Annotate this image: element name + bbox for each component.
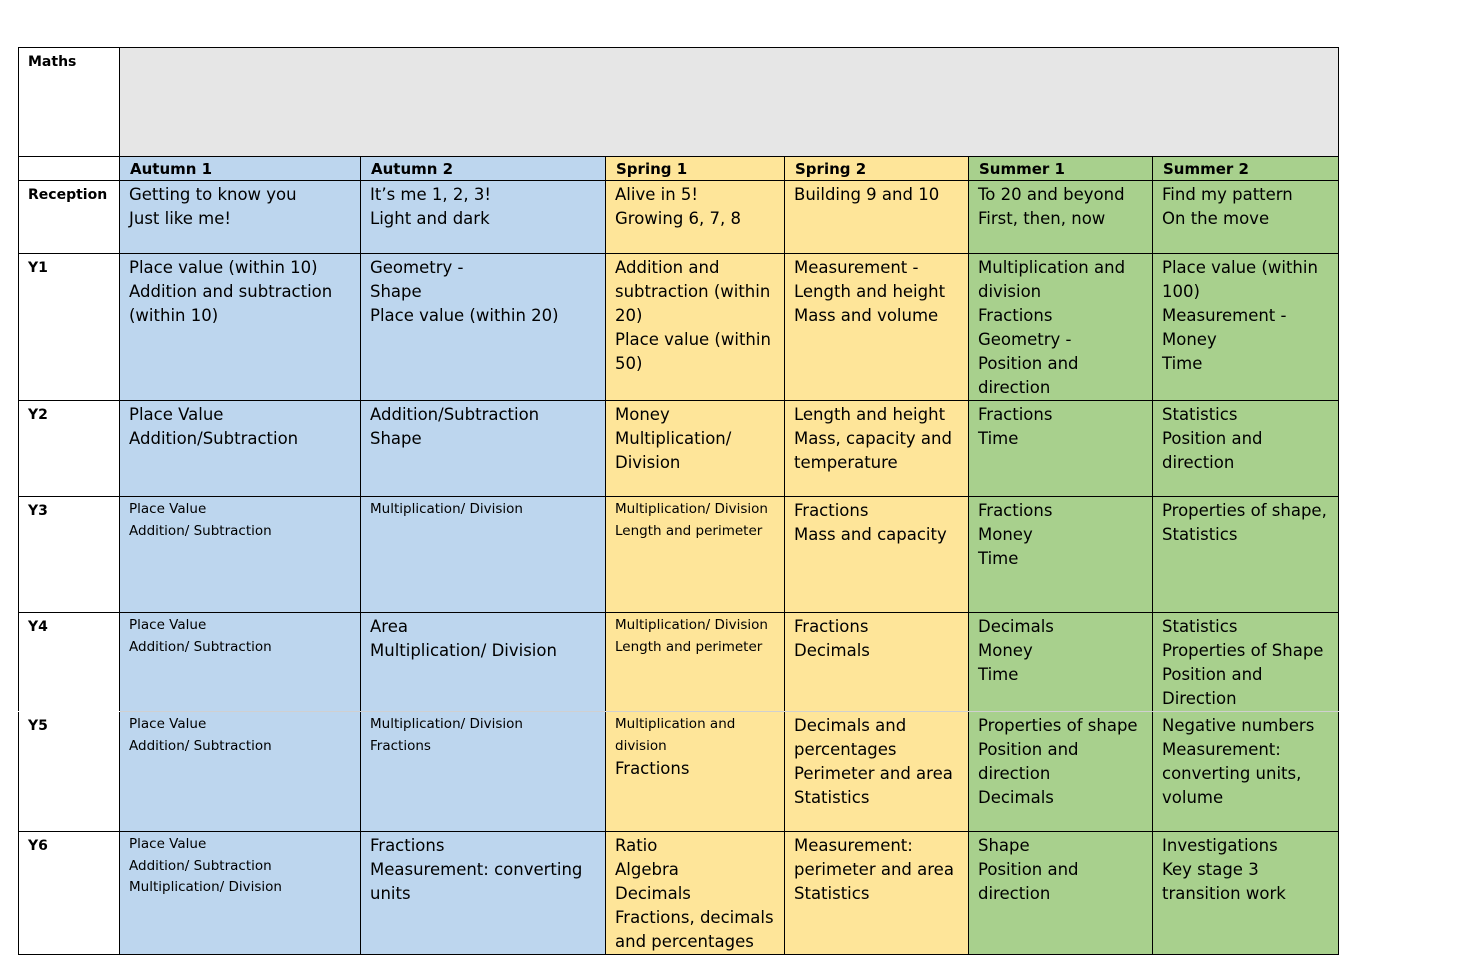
- topic-line: Place Value: [129, 405, 224, 424]
- topic-line: Money: [978, 525, 1033, 544]
- table-row: [19, 712, 1339, 832]
- cell-spring-1: [606, 613, 785, 712]
- title-row: [19, 48, 1339, 157]
- topic-line: Multiplication/ Division: [370, 501, 523, 517]
- topic-line: Properties of shape: [978, 716, 1138, 735]
- topic-line: Fractions: [978, 405, 1053, 424]
- cell-spring-1: [606, 181, 785, 254]
- topic-line: Decimals: [615, 884, 691, 903]
- cell-autumn-1: [120, 401, 361, 497]
- cell-summer-2: [1153, 712, 1339, 832]
- topic-line: Decimals and percentages: [794, 716, 907, 759]
- topic-line: Position and direction: [978, 354, 1079, 397]
- topic-line: To 20 and beyond: [978, 185, 1125, 204]
- topic-line: Place value (within 10): [129, 258, 318, 277]
- topic-line: Addition and subtraction (within 20): [615, 258, 771, 325]
- topic-line: Fractions: [978, 306, 1053, 325]
- year-label: Y4: [19, 613, 120, 712]
- topic-line: Position and direction: [978, 860, 1079, 903]
- topic-line: Area: [370, 617, 408, 636]
- topic-line: It’s me 1, 2, 3!: [370, 185, 491, 204]
- topic-line: Time: [1162, 354, 1203, 373]
- year-rows: [19, 181, 1339, 955]
- topic-line: Statistics: [1162, 617, 1238, 636]
- topic-line: Properties of Shape: [1162, 641, 1324, 660]
- maths-curriculum-table: [18, 47, 1339, 955]
- topic-line: Addition/ Subtraction: [129, 857, 272, 874]
- cell-spring-1: [606, 401, 785, 497]
- topic-line: Time: [978, 665, 1019, 684]
- cell-spring-2: [785, 181, 969, 254]
- topic-line: Shape: [370, 429, 422, 448]
- cell-autumn-1: [120, 832, 361, 955]
- topic-line: Fractions: [794, 501, 869, 520]
- cell-spring-1: [606, 497, 785, 613]
- cell-summer-1: [969, 497, 1153, 613]
- topic-line: Fractions: [370, 836, 445, 855]
- table-row: [19, 832, 1339, 955]
- cell-autumn-2: [361, 497, 606, 613]
- cell-autumn-1: [120, 181, 361, 254]
- year-label: Reception: [19, 181, 120, 254]
- cell-autumn-2: [361, 613, 606, 712]
- cell-spring-2: [785, 712, 969, 832]
- cell-summer-2: [1153, 613, 1339, 712]
- topic-line: Length and height: [794, 405, 946, 424]
- topic-line: Algebra: [615, 860, 679, 879]
- cell-autumn-1: [120, 254, 361, 401]
- topic-line: Place value (within 50): [615, 330, 771, 373]
- topic-line: Mass and capacity: [794, 525, 947, 544]
- topic-line: Addition/ Subtraction: [129, 638, 272, 655]
- topic-line: Alive in 5!: [615, 185, 699, 204]
- topic-line: Perimeter and area: [794, 764, 953, 783]
- cell-summer-1: [969, 712, 1153, 832]
- topic-line: Position and direction: [978, 740, 1079, 783]
- year-label: Y6: [19, 832, 120, 955]
- cell-summer-1: [969, 613, 1153, 712]
- topic-line: Addition/Subtraction: [129, 429, 299, 448]
- topic-line: Measurement: converting units: [370, 860, 583, 903]
- cell-autumn-2: [361, 832, 606, 955]
- table-row: [19, 181, 1339, 254]
- year-label: Y1: [19, 254, 120, 401]
- topic-line: Ratio: [615, 836, 658, 855]
- cell-summer-1: [969, 832, 1153, 955]
- term-header-spring-1: Spring 1: [606, 157, 785, 181]
- cell-autumn-2: [361, 254, 606, 401]
- topic-line: Multiplication/ Division: [615, 501, 768, 517]
- topic-line: Just like me!: [129, 209, 232, 228]
- year-label: Y3: [19, 497, 120, 613]
- cell-spring-2: [785, 497, 969, 613]
- topic-line: Multiplication/ Division: [370, 716, 523, 732]
- topic-line: Time: [978, 549, 1019, 568]
- topic-line: Measurement -: [794, 258, 919, 277]
- topic-line: Measurement -: [1162, 306, 1287, 325]
- topic-line: Multiplication/ Division: [370, 641, 557, 660]
- topic-line: Getting to know you: [129, 185, 297, 204]
- topic-line: Place value (within 100): [1162, 258, 1318, 301]
- term-header-summer-1: Summer 1: [969, 157, 1153, 181]
- topic-line: Mass, capacity and temperature: [794, 429, 952, 472]
- cell-autumn-2: [361, 401, 606, 497]
- topic-line: Fractions: [615, 759, 690, 778]
- term-header-autumn-1: Autumn 1: [120, 157, 361, 181]
- term-header-row: [19, 157, 1339, 181]
- topic-line: Investigations: [1162, 836, 1278, 855]
- topic-line: Measurement: perimeter and area: [794, 836, 954, 879]
- topic-line: Decimals: [794, 641, 870, 660]
- topic-line: Growing 6, 7, 8: [615, 209, 742, 228]
- cell-autumn-1: [120, 497, 361, 613]
- term-header-autumn-2: Autumn 2: [361, 157, 606, 181]
- topic-line: Multiplication and division: [978, 258, 1126, 301]
- cell-spring-1: [606, 254, 785, 401]
- cell-spring-1: [606, 832, 785, 955]
- topic-line: Position and direction: [1162, 429, 1263, 472]
- topic-line: Fractions, decimals and percentages: [615, 908, 774, 951]
- topic-line: Shape: [370, 282, 422, 301]
- topic-line: First, then, now: [978, 209, 1106, 228]
- topic-line: Statistics: [794, 884, 870, 903]
- topic-line: Decimals: [978, 788, 1054, 807]
- topic-line: Multiplication and division: [615, 716, 736, 754]
- topic-line: Key stage 3 transition work: [1162, 860, 1286, 903]
- maths-curriculum-document: [18, 47, 1338, 955]
- table-row: [19, 497, 1339, 613]
- topic-line: Addition/ Subtraction: [129, 737, 272, 754]
- topic-line: Decimals: [978, 617, 1054, 636]
- topic-line: Place Value: [129, 501, 207, 517]
- term-header-summer-2: Summer 2: [1153, 157, 1339, 181]
- cell-summer-2: [1153, 254, 1339, 401]
- table-row: [19, 401, 1339, 497]
- table-row: [19, 254, 1339, 401]
- topic-line: Fractions: [794, 617, 869, 636]
- title-fill-area: [120, 48, 1339, 157]
- topic-line: Multiplication/ Division: [129, 879, 282, 895]
- cell-summer-2: [1153, 497, 1339, 613]
- topic-line: Measurement: converting units, volume: [1162, 740, 1302, 807]
- topic-line: Statistics: [794, 788, 870, 807]
- cell-summer-2: [1153, 832, 1339, 955]
- topic-line: Place value (within 20): [370, 306, 559, 325]
- cell-spring-2: [785, 832, 969, 955]
- topic-line: Mass and volume: [794, 306, 939, 325]
- topic-line: Place Value: [129, 716, 207, 732]
- topic-line: Money: [978, 641, 1033, 660]
- year-label: Y5: [19, 712, 120, 832]
- cell-spring-2: [785, 401, 969, 497]
- topic-line: Statistics: [1162, 405, 1238, 424]
- table-row: [19, 613, 1339, 712]
- topic-line: Place Value: [129, 617, 207, 633]
- topic-line: On the move: [1162, 209, 1270, 228]
- topic-line: Addition/ Subtraction: [129, 522, 272, 539]
- topic-line: Geometry -: [370, 258, 464, 277]
- topic-line: Fractions: [370, 737, 431, 754]
- topic-line: Multiplication/ Division: [615, 617, 768, 633]
- cell-autumn-1: [120, 712, 361, 832]
- topic-line: Money: [615, 405, 670, 424]
- cell-autumn-2: [361, 712, 606, 832]
- topic-line: Multiplication/ Division: [615, 429, 732, 472]
- topic-line: Fractions: [978, 501, 1053, 520]
- term-header-spring-2: Spring 2: [785, 157, 969, 181]
- header-corner-cell: [19, 157, 120, 181]
- topic-line: Money: [1162, 330, 1217, 349]
- cell-spring-1: [606, 712, 785, 832]
- cell-autumn-2: [361, 181, 606, 254]
- topic-line: Properties of shape, Statistics: [1162, 501, 1327, 544]
- topic-line: Find my pattern: [1162, 185, 1293, 204]
- topic-line: Length and perimeter: [615, 522, 763, 539]
- topic-line: Light and dark: [370, 209, 490, 228]
- cell-spring-2: [785, 613, 969, 712]
- cell-summer-2: [1153, 401, 1339, 497]
- topic-line: Place Value: [129, 836, 207, 852]
- topic-line: Addition/Subtraction: [370, 405, 540, 424]
- cell-spring-2: [785, 254, 969, 401]
- topic-line: Addition and subtraction (within 10): [129, 282, 333, 325]
- topic-line: Position and Direction: [1162, 665, 1263, 708]
- topic-line: Shape: [978, 836, 1030, 855]
- topic-line: Building 9 and 10: [794, 185, 940, 204]
- cell-summer-1: [969, 254, 1153, 401]
- topic-line: Geometry -: [978, 330, 1072, 349]
- year-label: Y2: [19, 401, 120, 497]
- topic-line: Length and perimeter: [615, 638, 763, 655]
- topic-line: Time: [978, 429, 1019, 448]
- cell-autumn-1: [120, 613, 361, 712]
- topic-line: Negative numbers: [1162, 716, 1315, 735]
- page-title: Maths: [19, 48, 120, 157]
- cell-summer-1: [969, 181, 1153, 254]
- cell-summer-2: [1153, 181, 1339, 254]
- cell-summer-1: [969, 401, 1153, 497]
- topic-line: Length and height: [794, 282, 946, 301]
